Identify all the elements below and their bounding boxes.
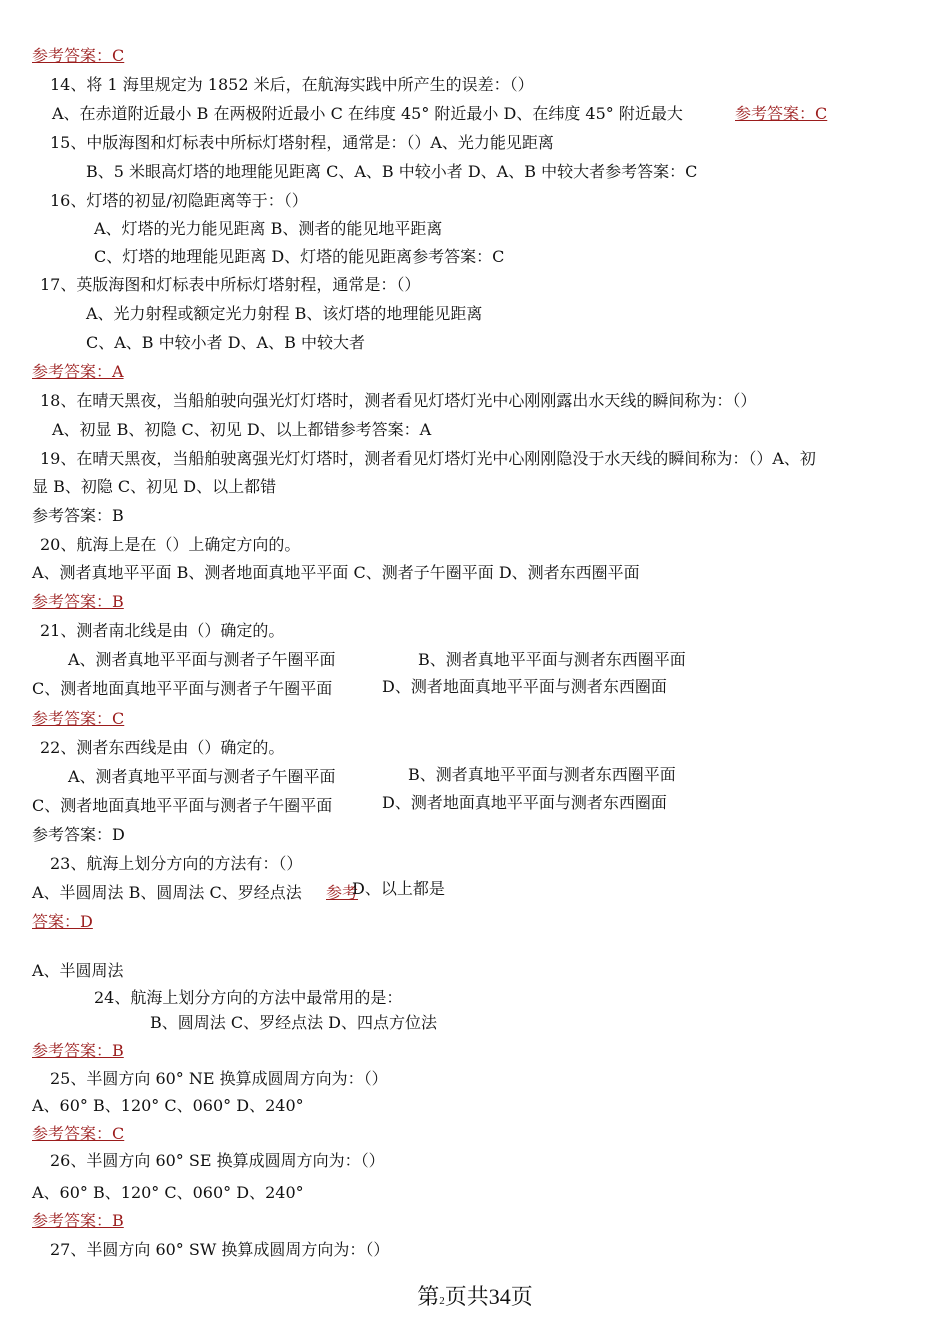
text-line: 23、航海上划分方向的方法有：（） <box>50 854 303 873</box>
answer-line: 参考答案：B <box>32 1041 124 1060</box>
text-line: 20、航海上是在（）上确定方向的。 <box>40 535 301 554</box>
text-line: B、测者真地平平面与测者东西圈平面 <box>418 650 686 669</box>
text-line: 15、中版海图和灯标表中所标灯塔射程，通常是：（）A、光力能见距离 <box>50 133 554 152</box>
text-line: 17、英版海图和灯标表中所标灯塔射程，通常是：（） <box>40 275 421 294</box>
text-line: 24、航海上划分方向的方法中最常用的是： <box>94 988 403 1007</box>
answer-line: 参考答案：B <box>32 1211 124 1230</box>
text-line: A、灯塔的光力能见距离 B、测者的能见地平距离 <box>94 219 443 238</box>
text-line: 22、测者东西线是由（）确定的。 <box>40 738 285 757</box>
text-line: 16、灯塔的初显/初隐距离等于：（） <box>50 191 308 210</box>
page-footer <box>0 1280 950 1311</box>
text-line: A、光力射程或额定光力射程 B、该灯塔的地理能见距离 <box>86 304 483 323</box>
footer-suffix: 页 <box>510 1284 533 1309</box>
text-line: A、60° B、120° C、060° D、240° <box>32 1183 304 1202</box>
answer-line: 参考答案：C <box>735 104 828 123</box>
text-line: A、测者真地平平面 B、测者地面真地平平面 C、测者子午圈平面 D、测者东西圈平面 <box>32 563 640 582</box>
text-line: 19、在晴天黑夜，当船舶驶离强光灯灯塔时，测者看见灯塔灯光中心刚刚隐没于水天线的瞬间称为：（）A、初 <box>40 449 816 468</box>
text-line: C、测者地面真地平平面与测者子午圈平面 <box>32 679 333 698</box>
answer-line: 参考答案：B <box>32 592 124 611</box>
text-line: A、半圆周法 <box>32 961 124 980</box>
text-line: B、圆周法 C、罗经点法 D、四点方位法 <box>150 1013 438 1032</box>
text-line: A、在赤道附近最小 B 在两极附近最小 C 在纬度 45° 附近最小 D、在纬度 45° 附近最大 <box>52 104 683 123</box>
answer-line: 参考答案：C <box>32 709 125 728</box>
text-line: 25、半圆方向 60° NE 换算成圆周方向为：（） <box>50 1069 388 1088</box>
answer-line: 参考答案：A <box>32 362 124 381</box>
text-line: D、测者地面真地平平面与测者东西圈面 <box>382 793 667 812</box>
text-line: 参考答案：B <box>32 506 124 525</box>
text-line: B、5 米眼高灯塔的地理能见距离 C、A、B 中较小者 D、A、B 中较大者参考答案：C <box>86 162 698 181</box>
text-line: C、测者地面真地平平面与测者子午圈平面 <box>32 796 333 815</box>
text-line: 14、将 1 海里规定为 1852 米后，在航海实践中所产生的误差：（） <box>50 75 534 94</box>
text-line: A、半圆周法 B、圆周法 C、罗经点法 <box>32 883 302 902</box>
answer-line: 答案：D <box>32 912 93 931</box>
text-line: 27、半圆方向 60° SW 换算成圆周方向为：（） <box>50 1240 390 1259</box>
text-line: C、A、B 中较小者 D、A、B 中较大者 <box>86 333 365 352</box>
text-line: A、测者真地平平面与测者子午圈平面 <box>68 767 336 786</box>
text-line: C、灯塔的地理能见距离 D、灯塔的能见距离参考答案：C <box>94 247 505 266</box>
text-line: 21、测者南北线是由（）确定的。 <box>40 621 285 640</box>
text-line: 参考答案：D <box>32 825 125 844</box>
text-line: B、测者真地平平面与测者东西圈平面 <box>408 765 676 784</box>
footer-total-pages: 34 <box>488 1284 511 1309</box>
footer-middle: 页共 <box>444 1284 489 1309</box>
answer-line: 参考答案：C <box>32 1124 125 1143</box>
text-line: 18、在晴天黑夜，当船舶驶向强光灯灯塔时，测者看见灯塔灯光中心刚刚露出水天线的瞬间称为：（） <box>40 391 757 410</box>
text-line: 26、半圆方向 60° SE 换算成圆周方向为：（） <box>50 1151 385 1170</box>
text-line: A、测者真地平平面与测者子午圈平面 <box>68 650 336 669</box>
text-line: 显 B、初隐 C、初见 D、以上都错 <box>32 477 277 496</box>
footer-page-number: 2 <box>439 1295 445 1307</box>
answer-line: 参考 <box>326 883 359 902</box>
text-line: A、初显 B、初隐 C、初见 D、以上都错参考答案：A <box>52 420 432 439</box>
text-line: A、60° B、120° C、060° D、240° <box>32 1096 304 1115</box>
footer-prefix: 第 <box>417 1284 440 1309</box>
text-line: D、以上都是 <box>352 879 445 898</box>
text-line: D、测者地面真地平平面与测者东西圈面 <box>382 677 667 696</box>
answer-line: 参考答案：C <box>32 46 125 65</box>
